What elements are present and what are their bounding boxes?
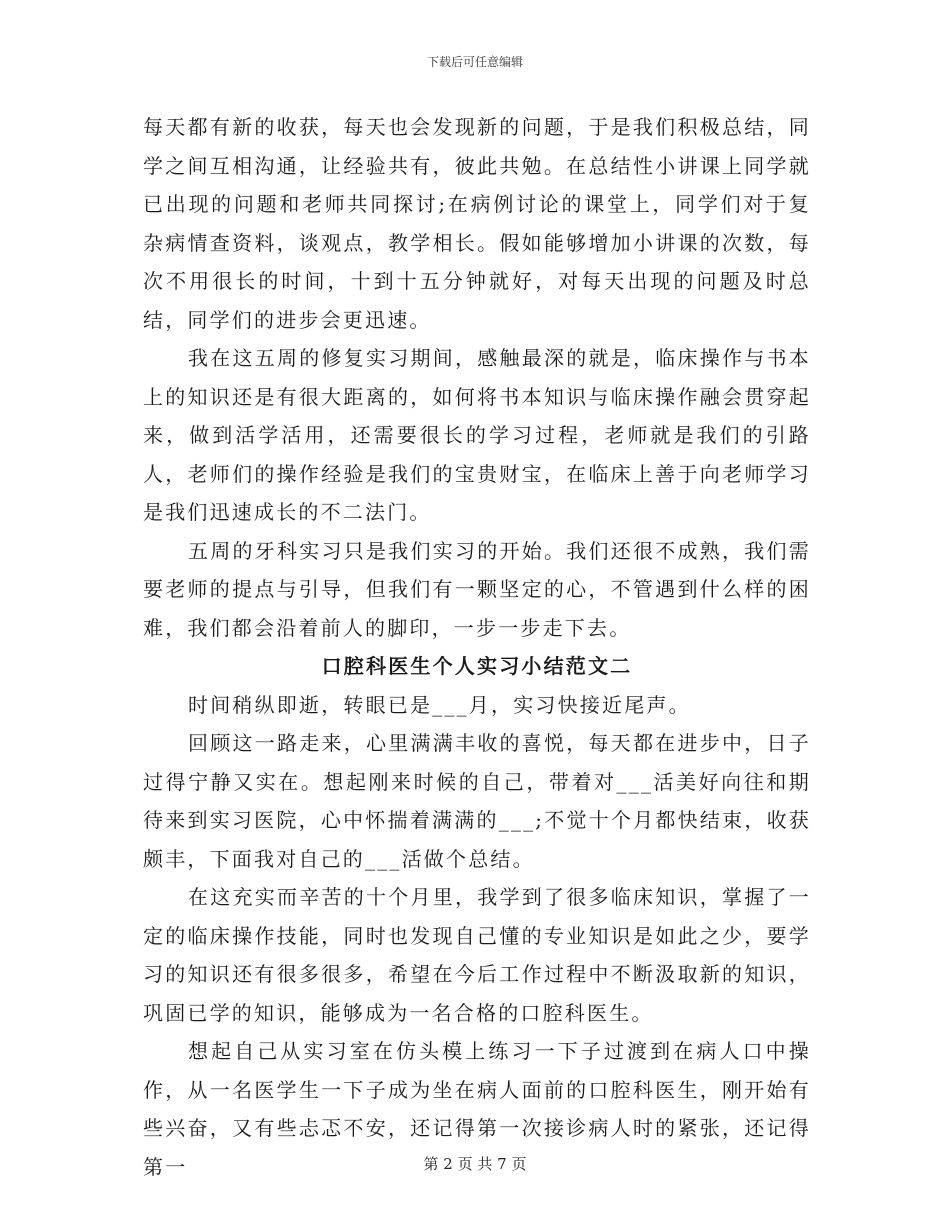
section-title: 口腔科医生个人实习小结范文二 xyxy=(321,654,633,678)
paragraph: 我在这五周的修复实习期间，感触最深的就是，临床操作与书本上的知识还是有很大距离的，如何将书本知识与临床操作融会贯穿起来，做到活学活用，还需要很长的学习过程，老师就是我们的引路人，老师们的操作经验是我们的宝贵财宝，在临床上善于向老师学习是我们迅速成长的不二法门。 xyxy=(143,346,811,524)
page-number: 第 2 页 共 7 页 xyxy=(423,1155,527,1173)
document-body xyxy=(143,108,811,1186)
paragraph: 时间稍纵即逝，转眼已是___月，实习快接近尾声。 xyxy=(188,692,691,717)
paragraph: 五周的牙科实习只是我们实习的开始。我们还很不成熟，我们需要老师的提点与引导，但我们有一颗坚定的心，不管遇到什么样的困难，我们都会沿着前人的脚印，一步一步走下去。 xyxy=(143,538,811,640)
paragraph: 在这充实而辛苦的十个月里，我学到了很多临床知识，掌握了一定的临床操作技能，同时也发现自己懂的专业知识是如此之少，要学习的知识还有很多很多，希望在今后工作过程中不断汲取新的知识，巩固已学的知识，能够成为一名合格的口腔科医生。 xyxy=(143,885,811,1025)
header-note: 下载后可任意编辑 xyxy=(426,55,523,69)
paragraph: 回顾这一路走来，心里满满丰收的喜悦，每天都在进步中，日子过得宁静又实在。想起刚来时候的自己，带着对___活美好向往和期待来到实习医院，心中怀揣着满满的___;不觉十个月都快结束，收获颇丰，下面我对自己的___活做个总结。 xyxy=(143,731,811,871)
paragraph: 想起自己从实习室在仿头模上练习一下子过渡到在病人口中操作，从一名医学生一下子成为坐在病人面前的口腔科医生，刚开始有些兴奋，又有些忐忑不安，还记得第一次接诊病人时的紧张，还记得第一 xyxy=(143,1039,811,1179)
paragraph: 每天都有新的收获，每天也会发现新的问题，于是我们积极总结，同学之间互相沟通，让经验共有，彼此共勉。在总结性小讲课上同学就已出现的问题和老师共同探讨;在病例讨论的课堂上，同学们对于复杂病情查资料，谈观点，教学相长。假如能够增加小讲课的次数，每次不用很长的时间，十到十五分钟就好，对每天出现的问题及时总结，同学们的进步会更迅速。 xyxy=(143,115,811,332)
